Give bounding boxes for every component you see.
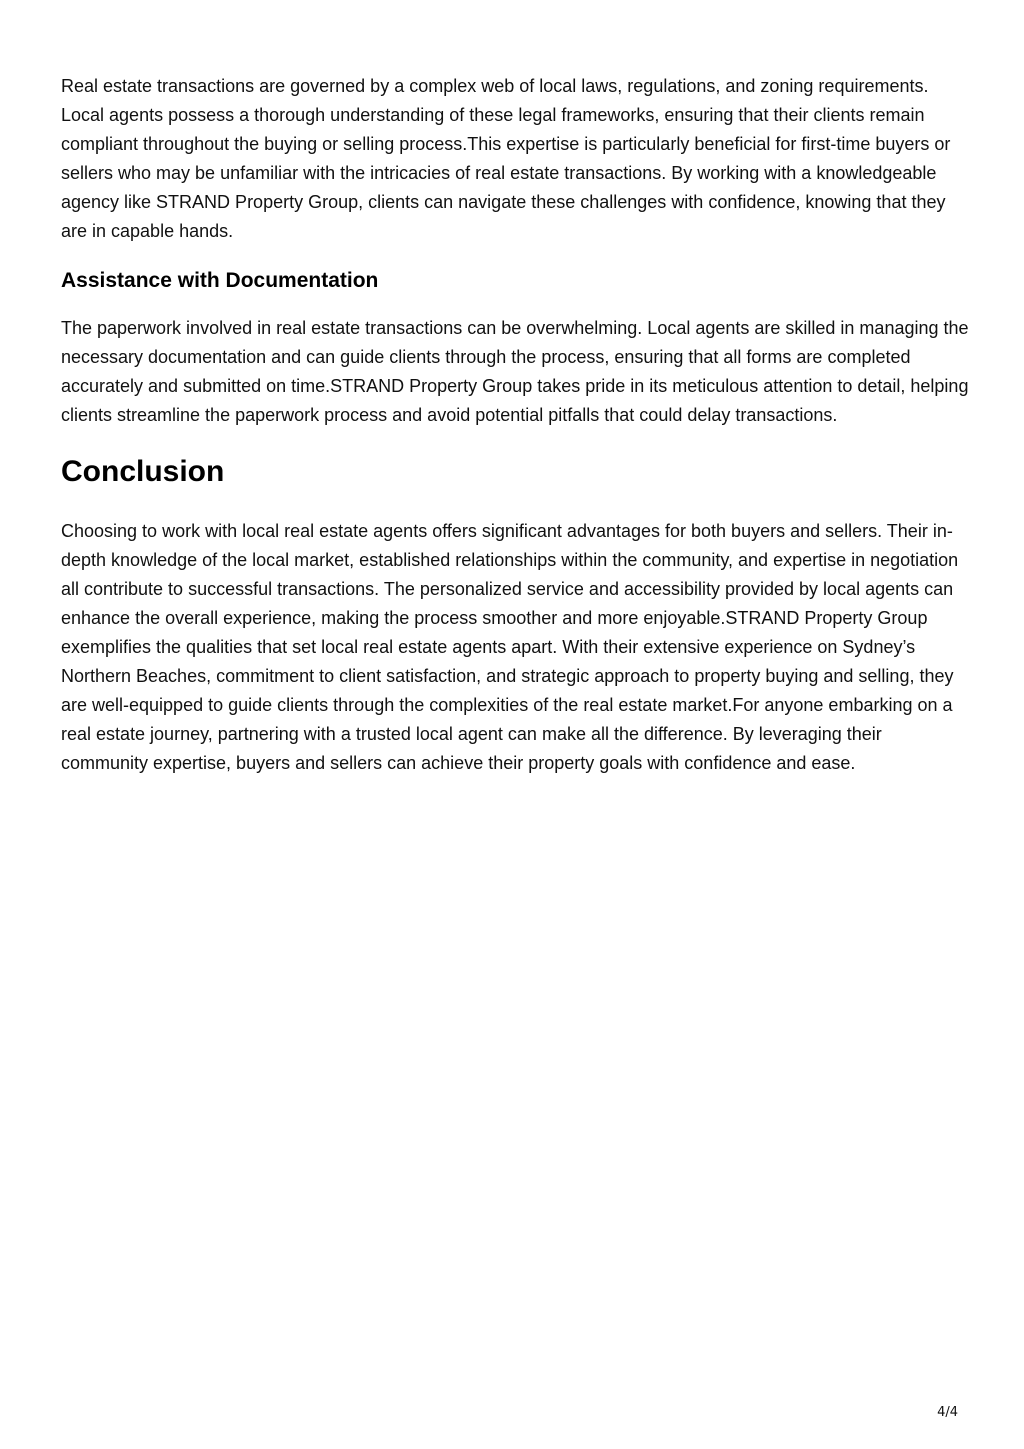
section-heading-documentation: Assistance with Documentation — [61, 269, 379, 292]
section-heading-conclusion: Conclusion — [61, 455, 225, 488]
document-body — [61, 72, 969, 778]
page-number: 4/4 — [937, 1405, 958, 1420]
conclusion-paragraph: Choosing to work with local real estate agents offers significant advantages for both buyers and sellers. Their in-depth knowledge of the local market, established relationships within the community, and expertise in negotiation all contribute to successful transactions. The personalized service and accessibility provided by local agents can enhance the overall experience, making the process smoother and more enjoyable.STRAND Property Group exemplifies the qualities that set local real estate agents apart. With their extensive experience on Sydney’s Northern Beaches, commitment to client satisfaction, and strategic approach to property buying and selling, they are well-equipped to guide clients through the complexities of the real estate market.For anyone embarking on a real estate journey, partnering with a trusted local agent can make all the difference. By leveraging their community expertise, buyers and sellers can achieve their property goals with confidence and ease. — [61, 521, 959, 773]
intro-paragraph: Real estate transactions are governed by a complex web of local laws, regulations, and zoning requirements. Local agents possess a thorough understanding of these legal frameworks, ensuring that their clients remain compliant throughout the buying or selling process.This expertise is particularly beneficial for first-time buyers or sellers who may be unfamiliar with the intricacies of real estate transactions. By working with a knowledgeable agency like STRAND Property Group, clients can navigate these challenges with confidence, knowing that they are in capable hands. — [61, 76, 951, 241]
documentation-paragraph: The paperwork involved in real estate transactions can be overwhelming. Local agents are skilled in managing the necessary documentation and can guide clients through the process, ensuring that all forms are completed accurately and submitted on time.STRAND Property Group takes pride in its meticulous attention to detail, helping clients streamline the paperwork process and avoid potential pitfalls that could delay transactions. — [61, 318, 969, 425]
